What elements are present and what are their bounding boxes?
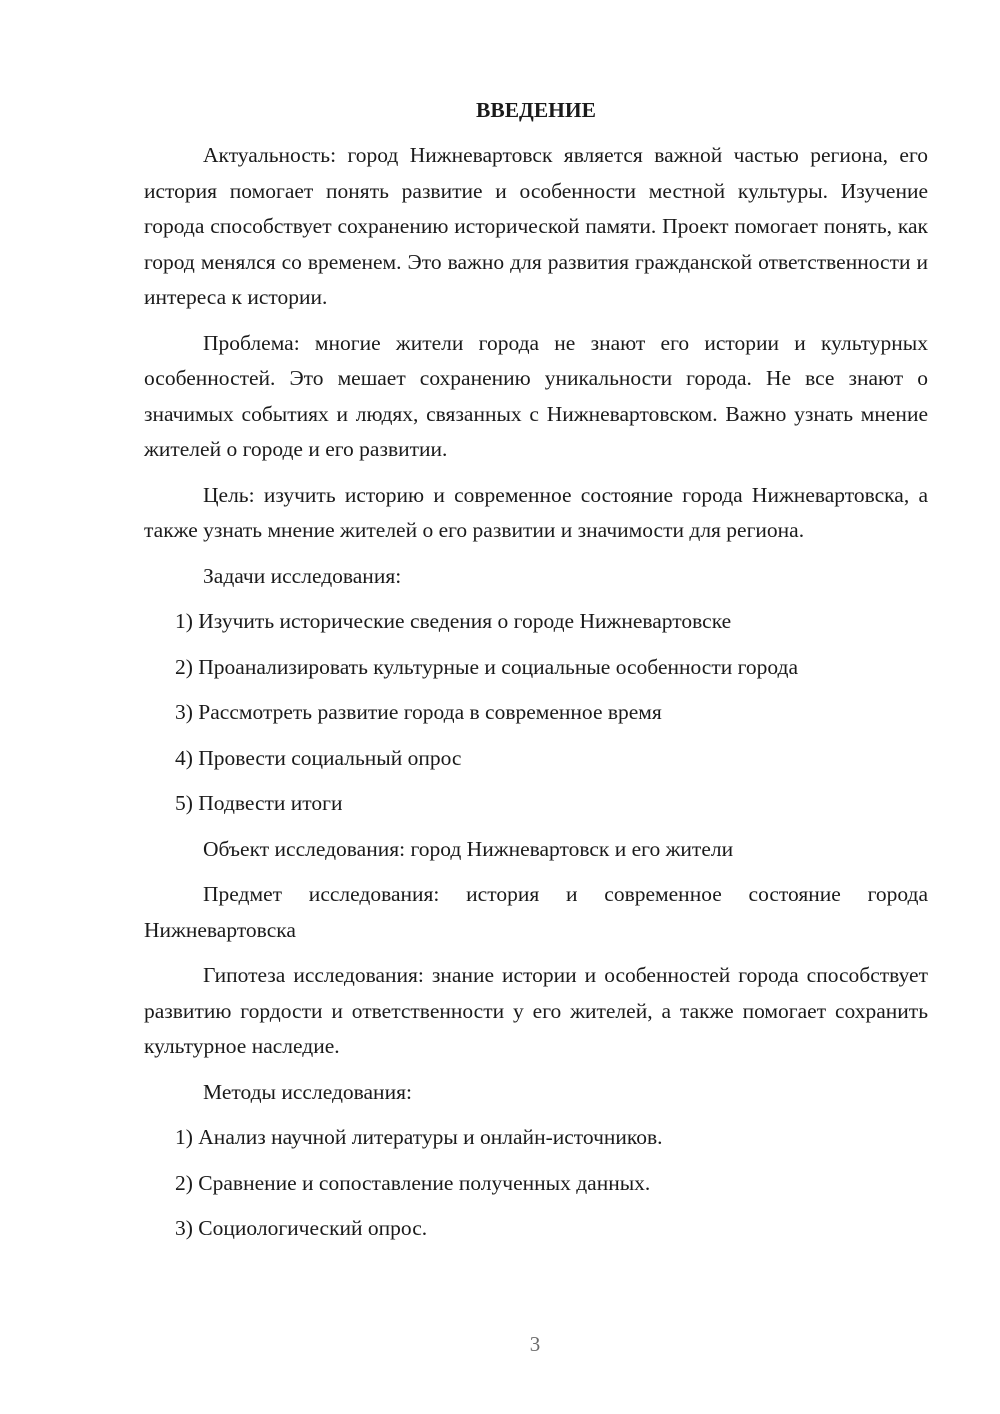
tasks-heading: Задачи исследования: bbox=[203, 563, 402, 588]
list-item: 1) Изучить исторические сведения о городе Нижневартовске bbox=[175, 609, 732, 633]
document-page bbox=[144, 92, 928, 1257]
methods-heading: Методы исследования: bbox=[203, 1079, 412, 1104]
section-title: ВВЕДЕНИЕ bbox=[476, 98, 596, 122]
relevance-paragraph: Актуальность: город Нижневартовск является важной частью региона, его история помогает понять развитие и особенности местной культуры. Изучение города способствует сохранению исторической памяти. Проект помогает понять, как город менялся со временем. Это важно для развития гражданской ответственности и интереса к истории. bbox=[144, 143, 928, 309]
list-item: 2) Проанализировать культурные и социальные особенности города bbox=[175, 654, 799, 679]
subject-paragraph: Предмет исследования: история и современное состояние города Нижневартовска bbox=[144, 882, 928, 942]
list-item: 3) Социологический опрос. bbox=[175, 1216, 428, 1240]
list-item: 1) Анализ научной литературы и онлайн-источников. bbox=[175, 1125, 663, 1149]
tasks-list bbox=[144, 604, 928, 822]
methods-list bbox=[144, 1120, 928, 1247]
page-number: 3 bbox=[529, 1332, 541, 1356]
list-item: 4) Провести социальный опрос bbox=[175, 745, 462, 770]
hypothesis-paragraph: Гипотеза исследования: знание истории и особенностей города способствует развитию гордости и ответственности у его жителей, а также помогает сохранить культурное наследие. bbox=[144, 963, 928, 1058]
goal-paragraph: Цель: изучить историю и современное состояние города Нижневартовска, а также узнать мнение жителей о его развитии и значимости для региона. bbox=[144, 482, 928, 542]
list-item: 3) Рассмотреть развитие города в современное время bbox=[175, 700, 662, 724]
list-item: 5) Подвести итоги bbox=[175, 791, 343, 815]
problem-paragraph: Проблема: многие жители города не знают его истории и культурных особенностей. Это мешает сохранению уникальности города. Не все знают о значимых событиях и людях, связанных с Нижневартовском. Важно узнать мнение жителей о городе и его развитии. bbox=[144, 330, 928, 461]
list-item: 2) Сравнение и сопоставление полученных данных. bbox=[175, 1170, 651, 1195]
object-paragraph: Объект исследования: город Нижневартовск и его жители bbox=[203, 836, 734, 861]
